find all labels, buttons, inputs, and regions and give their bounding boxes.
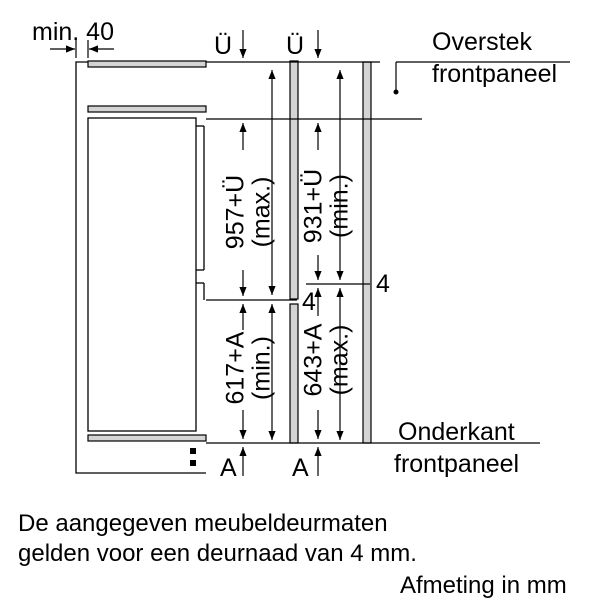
cabinet-top-panel: [88, 61, 206, 67]
cabinet-plinth: [88, 435, 206, 441]
onderkant-label-line1: Onderkant: [398, 418, 515, 446]
note-line-1: De aangegeven meubeldeurmaten: [18, 510, 388, 537]
overstek-label-line1: Overstek: [432, 28, 533, 56]
door-panel-lower: [290, 304, 298, 443]
appliance-body: [88, 118, 204, 431]
dimension-upper-max-qualifier: (max.): [247, 176, 276, 248]
bottom-marker-label: A: [292, 454, 309, 482]
hinge-fittings: [190, 448, 196, 466]
door-panel-upper: [290, 61, 298, 299]
overhang-marker-label: Ü: [286, 32, 305, 60]
overstek-label-line2: frontpaneel: [432, 60, 558, 88]
min-gap-label: min. 40: [32, 18, 114, 46]
dimension-upper-min: 931+Ü: [299, 168, 328, 244]
overstek-reference-dot: [394, 90, 399, 95]
overhang-marker-label: Ü: [214, 32, 233, 60]
dimension-lower-max: 643+A: [299, 323, 328, 397]
seam-gap-label: 4: [376, 270, 390, 298]
bottom-marker-label: A: [220, 454, 237, 482]
dimension-upper-min-qualifier: (min.): [325, 174, 354, 238]
dimension-lower-max-qualifier: (max.): [325, 324, 354, 396]
seam-gap-label: 4: [302, 288, 316, 316]
note-line-2: gelden voor een deurnaad van 4 mm.: [18, 540, 417, 567]
cabinet-outline: [76, 62, 206, 473]
onderkant-label-line2: frontpaneel: [394, 450, 520, 478]
unit-note: Afmeting in mm: [400, 572, 567, 599]
dimension-lower-min: 617+A: [221, 331, 250, 405]
cabinet-shelf: [88, 106, 206, 112]
dimension-upper-max: 957+Ü: [221, 174, 250, 250]
dimension-lower-min-qualifier: (min.): [247, 336, 276, 400]
